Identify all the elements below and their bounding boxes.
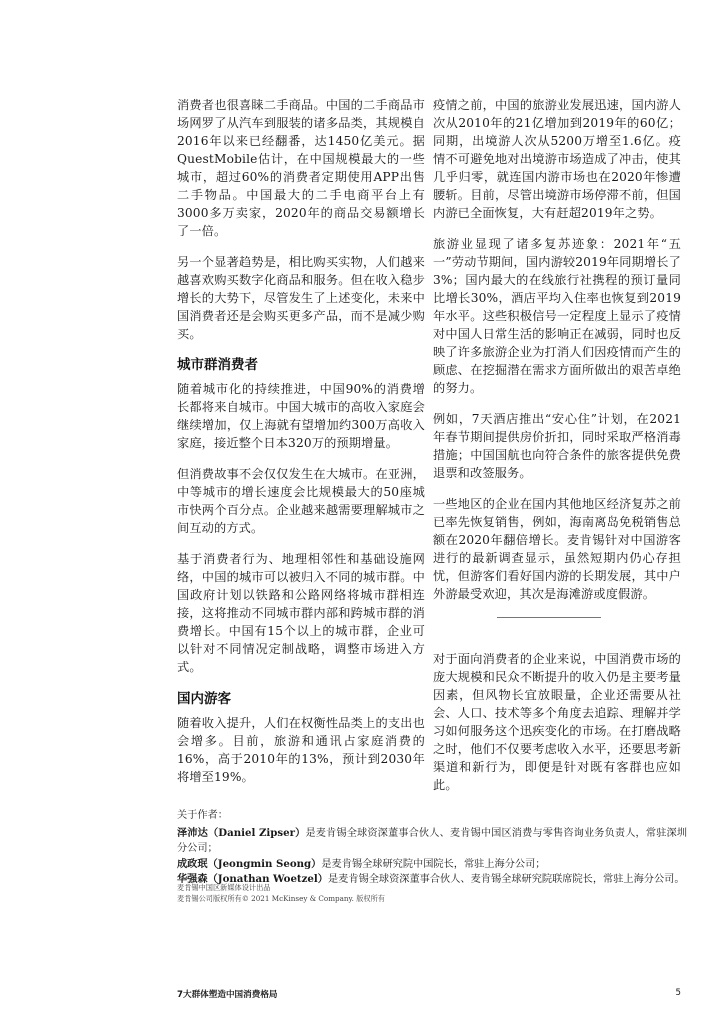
- body-paragraph: 随着收入提升，人们在权衡性品类上的支出也会增多。目前，旅游和通讯占家庭消费的16%，高于2010年的13%，预计到2030年将增至19%。: [177, 716, 425, 784]
- author-name: 泽沛达（Daniel Zipser）: [177, 826, 306, 839]
- body-paragraph: 例如，7天酒店推出“安心住”计划，在2021年春节期间提供房价折扣，同时采取严格消毒措施；中国国航也向符合条件的旅客提供免费退票和改签服务。: [433, 412, 681, 480]
- about-authors: [177, 808, 687, 888]
- author-description: 是麦肯锡全球研究院中国院长，常驻上海分公司；: [321, 858, 546, 870]
- body-paragraph: 消费者也很喜睐二手商品。中国的二手商品市场网罗了从汽车到服装的诸多品类，其规模自2016年以来已经翻番，达1450亿美元。据QuestMobile估计，在中国规模最大的一些城市，超过60%的消费者定期使用APP出售二手物品。中国最大的二手电商平台上有3000多万卖家，2020年的商品交易额增长了一倍。: [177, 98, 425, 238]
- author-description: 是麦肯锡全球资深董事合伙人、麦肯锡中国区消费与零售咨询业务负责人，常驻深圳分公司；: [177, 827, 688, 854]
- body-paragraph: 疫情之前，中国的旅游业发展迅速，国内游人次从2010年的21亿增加到2019年的60亿；同期，出境游人次从5200万增至1.6亿。疫情不可避免地对出境游市场造成了冲击，使其几乎归零，就连国内游市场也在2020年惨遭腰斩。目前，尽管出境游市场停滞不前，但国内游已全面恢复，大有赶超2019年之势。: [433, 98, 681, 220]
- author-name: 成政珉（Jeongmin Seong）: [177, 857, 322, 870]
- right-column: [433, 96, 681, 807]
- left-column: [177, 96, 425, 799]
- author-name: 华强森（Jonathan Woetzel）: [177, 873, 328, 885]
- author-entry: [177, 857, 687, 873]
- body-paragraph: 基于消费者行为、地理相邻性和基础设施网络，中国的城市可以被归入不同的城市群。中国政府计划以铁路和公路网络将城市群相连接，这将推动不同城市群内部和跨城市群的消费增长。中国有15个以上的城市群，企业可以针对不同情况定制战略，调整市场进入方式。: [177, 552, 425, 674]
- body-paragraph: 一些地区的企业在国内其他地区经济复苏之前已率先恢复销售，例如，海南离岛免税销售总额在2020年翻倍增长。麦肯锡针对中国游客进行的最新调查显示，虽然短期内仍心存担忧，但游客们看好国内游的长期发展，其中户外游最受欢迎，其次是海滩游或度假游。: [433, 497, 681, 601]
- body-paragraph: 另一个显著趋势是，相比购买实物，人们越来越喜欢购买数字化商品和服务。但在收入稳步增长的大势下，尽管发生了上述变化，未来中国消费者还是会购买更多产品，而不是减少购买。: [177, 255, 425, 341]
- body-paragraph: 对于面向消费者的企业来说，中国消费市场的庞大规模和民众不断提升的收入仍是主要考量因素，但风物长宜放眼量，企业还需要从社会、人口、技术等多个角度去追踪、理解并学习如何服务这个迅疾变化的市场。在打磨战略之时，他们不仅要考虑收入水平，还要思考新渠道和新行为，即便是针对既有客群也应如此。: [433, 652, 681, 792]
- authors-label: 关于作者：: [177, 810, 228, 821]
- section-divider: [497, 617, 601, 618]
- body-paragraph: 但消费故事不会仅仅发生在大城市。在亚洲，中等城市的增长速度会比规模最大的50座城市快两个百分点。企业越来越需要理解城市之间互动的方式。: [177, 467, 425, 535]
- credits: [177, 882, 577, 904]
- author-entry: [177, 826, 687, 857]
- section-heading-domestic-tourists: 国内游客: [177, 691, 231, 707]
- copyright-line: 麦肯锡公司版权所有© 2021 McKinsey & Company. 版权所有: [177, 894, 385, 903]
- footer-title: 7大群体塑造中国消费格局: [177, 990, 278, 1000]
- page-number: 5: [675, 988, 681, 998]
- body-paragraph: 随着城市化的持续推进，中国90%的消费增长都将来自城市。中国大城市的高收入家庭会继续增加，仅上海就有望增加约300万高收入家庭，接近整个日本320万的预期增量。: [177, 382, 425, 450]
- page-footer: [177, 988, 687, 1002]
- body-paragraph: 旅游业显现了诸多复苏迹象：2021年“五一”劳动节期间，国内游较2019年同期增长了3%；国内最大的在线旅行社携程的预订量同比增长30%，酒店平均入住率也恢复到2019年水平。这些积极信号一定程度上显示了疫情对中国人日常生活的影响正在减弱，同时也反映了许多旅游企业为打消人们因疫情而产生的顾虑、在挖掘潜在需求方面所做出的艰苦卓绝的努力。: [433, 237, 681, 395]
- credit-line: 麦肯锡中国区新媒体设计出品: [177, 883, 271, 892]
- author-description: 是麦肯锡全球资深董事合伙人、麦肯锡全球研究院联席院长，常驻上海分公司。: [327, 874, 685, 885]
- section-heading-urban-cluster-consumers: 城市群消费者: [177, 357, 258, 373]
